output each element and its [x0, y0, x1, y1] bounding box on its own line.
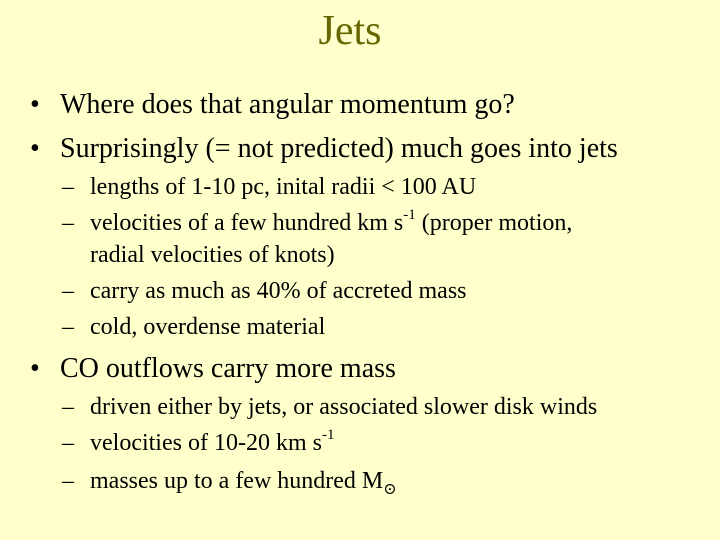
sub-bullet-text: velocities of 10-20 km s: [90, 430, 322, 456]
sub-bullet-text: velocities of a few hundred km s: [90, 210, 404, 236]
sub-bullet-item: [62, 312, 325, 342]
solar-mass-symbol: ⊙: [383, 481, 397, 498]
dash-marker: –: [62, 430, 74, 456]
slide-title: Jets: [318, 8, 382, 54]
dash-marker: –: [62, 278, 74, 304]
sub-bullet-text: cold, overdense material: [90, 314, 326, 340]
sub-bullet-item: [62, 428, 334, 458]
sub-bullet-text: lengths of 1-10 pc, inital radii < 100 AU: [90, 174, 477, 200]
dash-marker: –: [62, 314, 74, 340]
bullet-marker: •: [30, 133, 40, 164]
bullet-marker: •: [30, 353, 40, 384]
dash-marker: –: [62, 210, 74, 236]
sub-bullet-item: [62, 392, 597, 422]
dash-marker: –: [62, 468, 74, 494]
sub-bullet-item: [62, 172, 476, 202]
bullet-item: [30, 132, 618, 166]
sub-bullet-text: carry as much as 40% of accreted mass: [90, 278, 467, 304]
superscript: -1: [403, 207, 416, 223]
sub-bullet-item: [62, 208, 572, 238]
bullet-text: CO outflows carry more mass: [60, 353, 396, 384]
bullet-item: [30, 88, 515, 122]
sub-bullet-item: [62, 276, 467, 306]
bullet-item: [30, 352, 396, 386]
dash-marker: –: [62, 174, 74, 200]
sub-bullet-continuation: radial velocities of knots): [90, 242, 335, 268]
sub-bullet-text: driven either by jets, or associated slower disk winds: [90, 394, 598, 420]
bullet-text: Where does that angular momentum go?: [60, 89, 515, 120]
dash-marker: –: [62, 394, 74, 420]
bullet-marker: •: [30, 89, 40, 120]
bullet-text: Surprisingly (= not predicted) much goes into jets: [60, 133, 618, 164]
sub-bullet-text: masses up to a few hundred M: [90, 468, 384, 494]
superscript: -1: [321, 427, 335, 443]
sub-bullet-item: [62, 466, 397, 499]
sub-bullet-text-cont: (proper motion,: [415, 210, 573, 236]
